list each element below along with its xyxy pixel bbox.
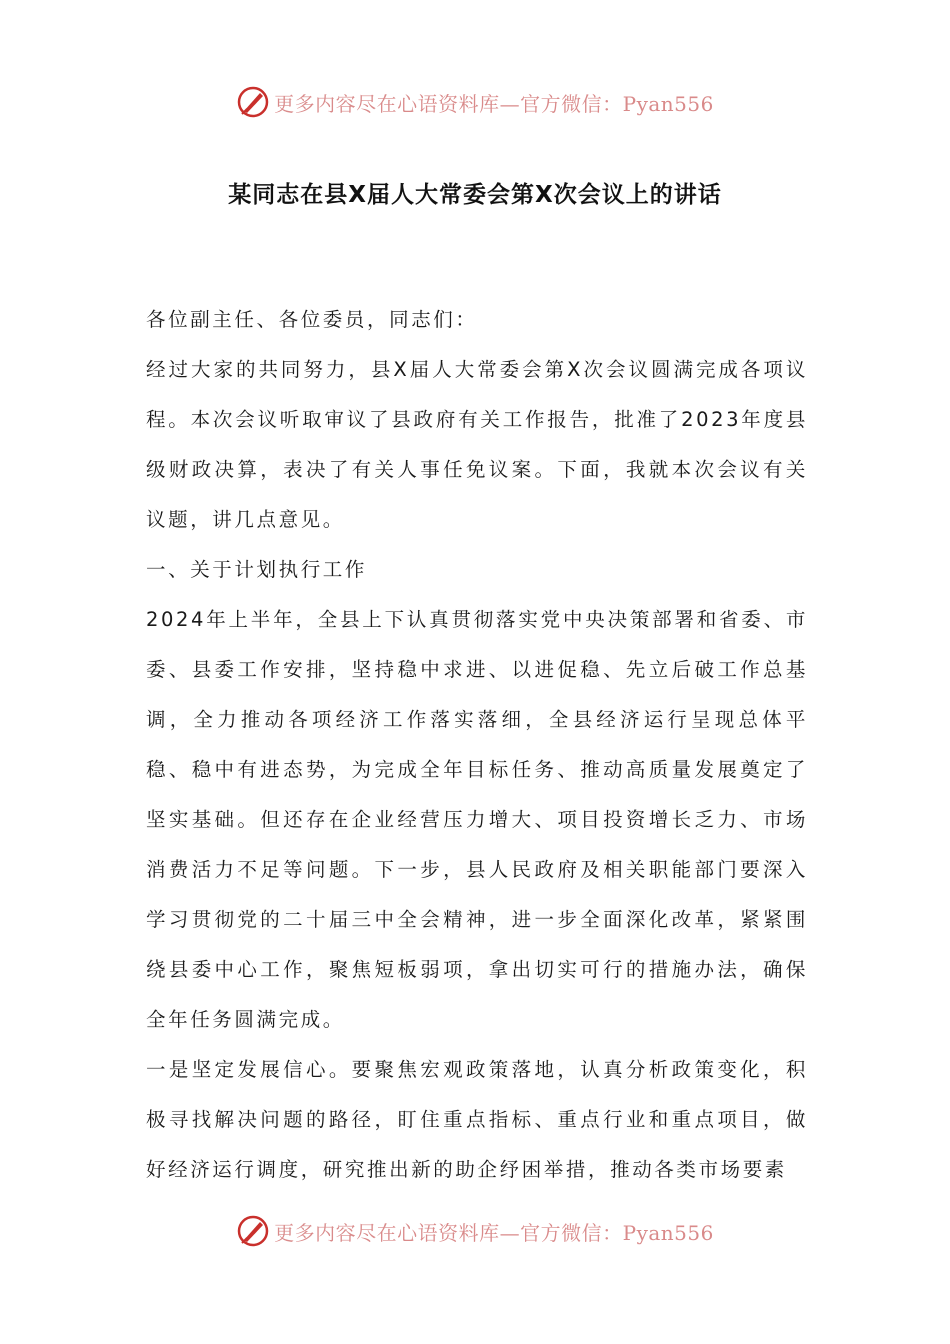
document-title: 某同志在县X届人大常委会第X次会议上的讲话 bbox=[228, 182, 722, 208]
point-paragraph: 一是坚定发展信心。要聚焦宏观政策落地，认真分析政策变化，积极寻找解决问题的路径，盯住重点指标、重点行业和重点项目，做好经济运行调度，研究推出新的助企纾困举措，推动各类市场要素 bbox=[146, 1058, 808, 1181]
quill-logo-icon bbox=[236, 1214, 270, 1248]
watermark-text: 更多内容尽在心语资料库—官方微信：Pyan556 bbox=[274, 1220, 714, 1245]
footer-watermark bbox=[0, 1211, 950, 1251]
intro-paragraph: 经过大家的共同努力，县X届人大常委会第X次会议圆满完成各项议程。本次会议听取审议了县政府有关工作报告，批准了2023年度县级财政决算，表决了有关人事任免议案。下面，我就本次会议有关议题，讲几点意见。 bbox=[146, 358, 808, 531]
document-body bbox=[146, 295, 808, 1195]
watermark-text: 更多内容尽在心语资料库—官方微信：Pyan556 bbox=[274, 91, 714, 116]
header-watermark bbox=[0, 82, 950, 122]
section-heading: 一、关于计划执行工作 bbox=[146, 558, 368, 581]
quill-logo-icon bbox=[236, 85, 270, 119]
section-paragraph: 2024年上半年，全县上下认真贯彻落实党中央决策部署和省委、市委、县委工作安排，坚持稳中求进、以进促稳、先立后破工作总基调，全力推动各项经济工作落实落细，全县经济运行呈现总体平稳、稳中有进态势，为完成全年目标任务、推动高质量发展奠定了坚实基础。但还存在企业经营压力增大、项目投资增长乏力、市场消费活力不足等问题。下一步，县人民政府及相关职能部门要深入学习贯彻党的二十届三中全会精神，进一步全面深化改革，紧紧围绕县委中心工作，聚焦短板弱项，拿出切实可行的措施办法，确保全年任务圆满完成。 bbox=[146, 608, 808, 1031]
salutation: 各位副主任、各位委员，同志们： bbox=[146, 308, 478, 331]
